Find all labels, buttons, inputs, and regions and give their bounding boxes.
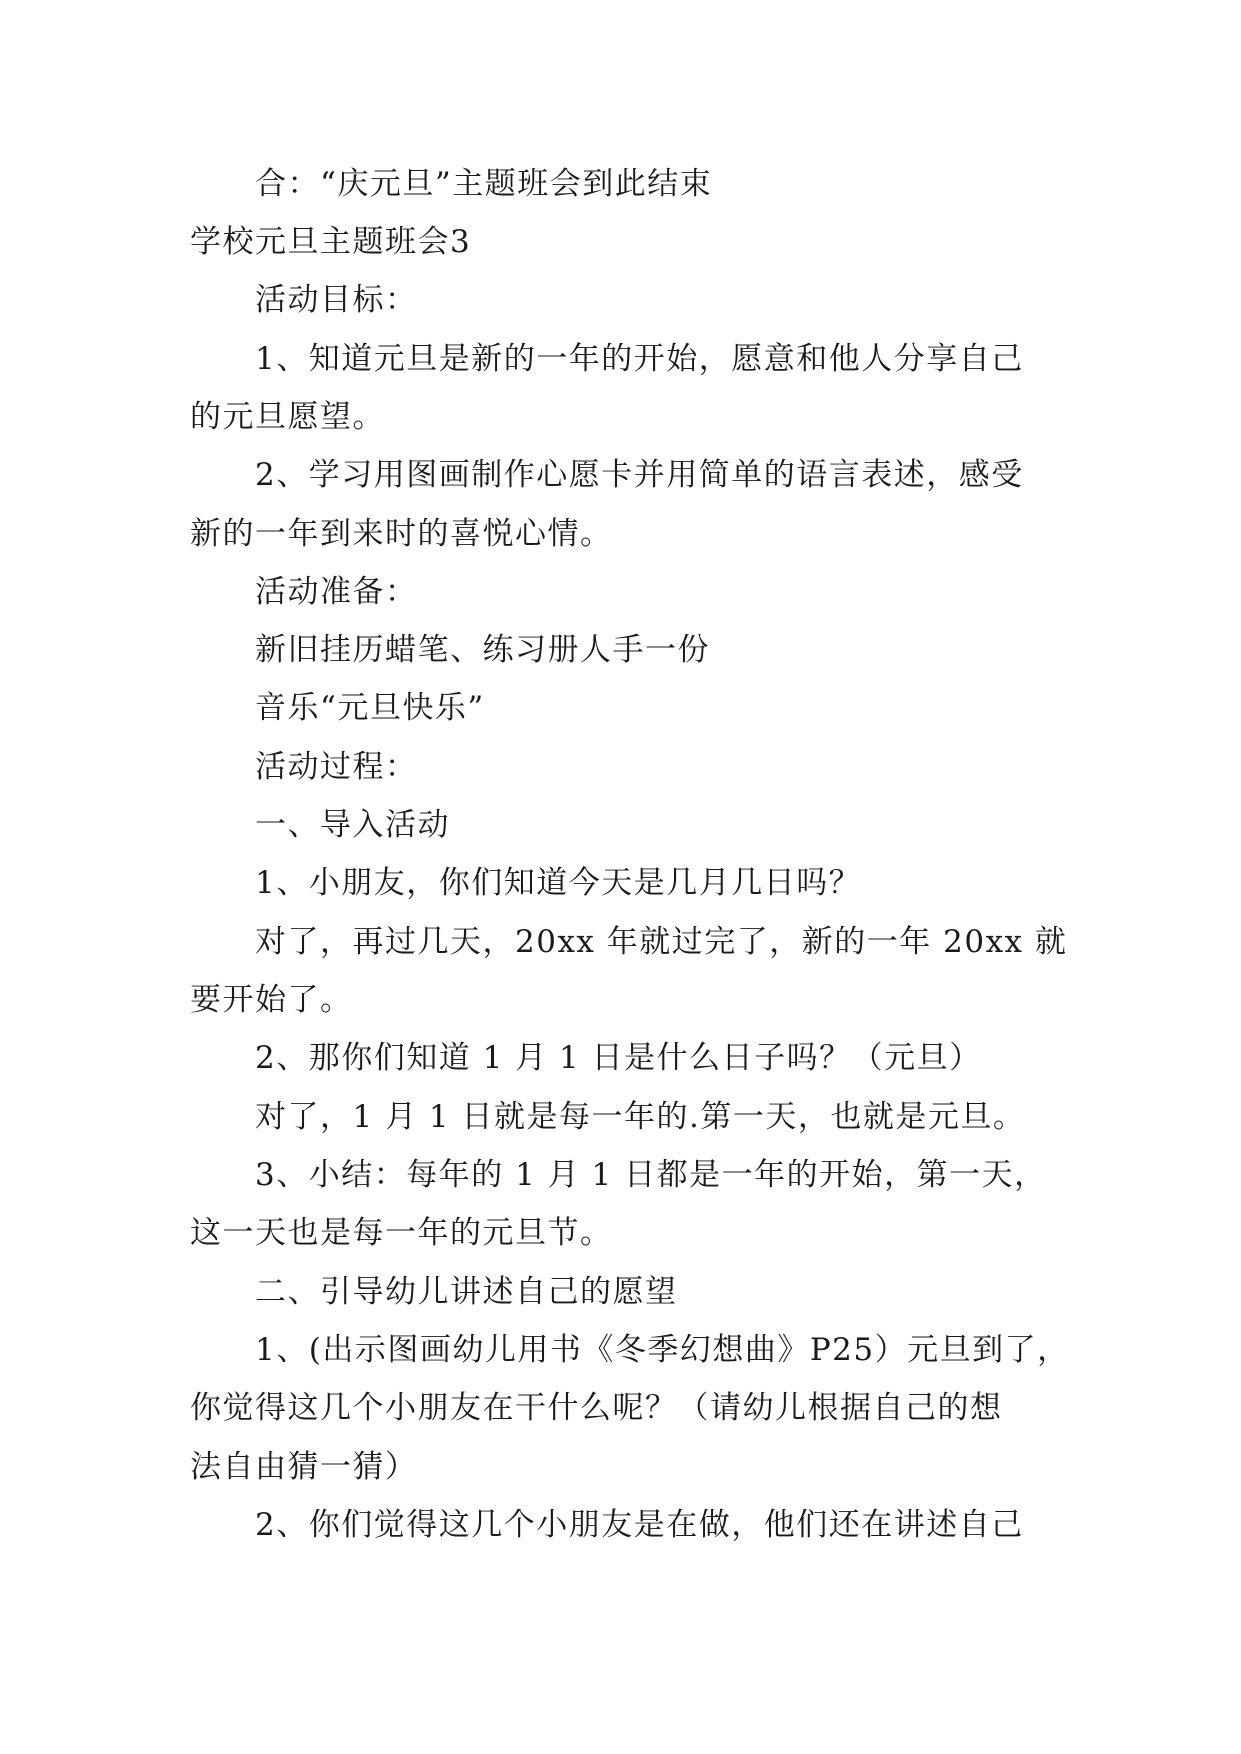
closing-line: 合：“庆元旦”主题班会到此结束 (255, 166, 713, 202)
process-heading: 活动过程： (255, 749, 418, 785)
preparation-heading: 活动准备： (255, 574, 418, 610)
paragraph-line: 对了，1 月 1 日就是每一年的.第一天，也就是元旦。 (255, 1099, 1026, 1135)
paragraph-line: 1、(出示图画幼儿用书《冬季幻想曲》P25）元旦到了， (255, 1332, 1070, 1368)
section-heading: 学校元旦主题班会3 (190, 224, 472, 260)
goal-1-line-1: 1、知道元旦是新的一年的开始，愿意和他人分享自己 (255, 341, 1024, 377)
paragraph-line: 要开始了。 (190, 982, 353, 1018)
paragraph-line: 法自由猜一猜） (190, 1449, 418, 1485)
preparation-item-2: 音乐“元旦快乐” (255, 690, 485, 726)
goal-2-line-1: 2、学习用图画制作心愿卡并用简单的语言表述，感受 (255, 457, 1024, 493)
part-1-heading: 一、导入活动 (255, 807, 450, 843)
paragraph-line: 3、小结：每年的 1 月 1 日都是一年的开始，第一天， (255, 1157, 1047, 1193)
paragraph-line: 2、那你们知道 1 月 1 日是什么日子吗？（元旦） (255, 1040, 982, 1076)
preparation-item-1: 新旧挂历蜡笔、练习册人手一份 (255, 632, 710, 668)
paragraph-line: 2、你们觉得这几个小朋友是在做，他们还在讲述自己 (255, 1507, 1024, 1543)
paragraph-line: 1、小朋友，你们知道今天是几月几日吗？ (255, 865, 862, 901)
part-2-heading: 二、引导幼儿讲述自己的愿望 (255, 1274, 678, 1310)
paragraph-line: 你觉得这几个小朋友在干什么呢？（请幼儿根据自己的想 (190, 1390, 1003, 1426)
paragraph-line: 这一天也是每一年的元旦节。 (190, 1215, 613, 1251)
goals-heading: 活动目标： (255, 282, 418, 318)
paragraph-line: 对了，再过几天，20xx 年就过完了，新的一年 20xx 就 (255, 924, 1068, 960)
goal-2-line-2: 新的一年到来时的喜悦心情。 (190, 516, 613, 552)
goal-1-line-2: 的元旦愿望。 (190, 399, 385, 435)
